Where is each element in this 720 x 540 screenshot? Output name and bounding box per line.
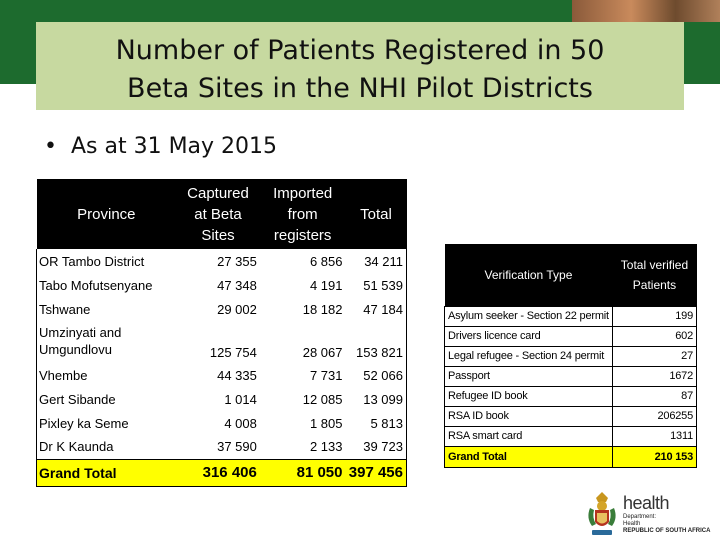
cell-value: 206255 [612, 406, 696, 426]
cell-province: OR Tambo District [37, 249, 177, 273]
cell-province: Dr K Kaunda [37, 435, 177, 459]
table-row [445, 426, 697, 446]
grand-total-total: 397 456 [346, 459, 407, 486]
header-province: Province [77, 205, 136, 223]
cell-captured: 125 754 [209, 345, 257, 360]
grand-total-row [445, 446, 697, 467]
table-row [37, 363, 407, 387]
cell-province: Vhembe [37, 363, 177, 387]
cell-type: RSA ID book [445, 406, 613, 426]
table-row [445, 366, 697, 386]
table-row [445, 346, 697, 366]
cell-captured: 37 590 [217, 439, 257, 455]
cell-imported: 1 805 [309, 415, 343, 431]
table-header-row [37, 179, 407, 249]
cell-type: Legal refugee - Section 24 permit [445, 346, 613, 366]
cell-province: Umzinyati and Umgundlovu [37, 321, 177, 363]
coat-of-arms-icon [582, 490, 622, 538]
logo-department: Department: [623, 514, 657, 520]
registration-table [36, 179, 407, 487]
header-total: Total [360, 205, 392, 223]
table-row [445, 386, 697, 406]
cell-total: 34 211 [346, 249, 407, 273]
cell-type: RSA smart card [445, 426, 613, 446]
cell-imported: 4 191 [309, 277, 343, 293]
cell-type: Passport [445, 366, 613, 386]
grand-total-captured: 316 406 [176, 459, 260, 486]
table-row [37, 387, 407, 411]
grand-total-label: Grand Total [445, 446, 613, 467]
cell-province: Tabo Mofutsenyane [37, 273, 177, 297]
header-photo [572, 0, 720, 22]
table-row [37, 411, 407, 435]
cell-imported: 12 085 [302, 391, 343, 407]
cell-total: 47 184 [346, 297, 407, 321]
logo-country: REPUBLIC OF SOUTH AFRICA [623, 528, 711, 534]
cell-type: Asylum seeker - Section 22 permit [445, 306, 613, 326]
header-imported: Imported from registers [273, 184, 333, 244]
cell-value: 1311 [612, 426, 696, 446]
grand-total-value: 210 153 [612, 446, 696, 467]
verification-table [444, 244, 697, 468]
cell-imported: 6 856 [309, 253, 343, 269]
table-row [445, 326, 697, 346]
cell-total: 153 821 [346, 321, 407, 363]
logo-health-label: Health [623, 521, 641, 527]
cell-value: 602 [612, 326, 696, 346]
table-row [445, 306, 697, 326]
cell-imported: 2 133 [309, 439, 343, 455]
table-row [445, 406, 697, 426]
grand-total-row [37, 459, 407, 486]
grand-total-imported: 81 050 [260, 459, 346, 486]
cell-type: Drivers licence card [445, 326, 613, 346]
cell-value: 87 [612, 386, 696, 406]
bullet-text: As at 31 May 2015 [70, 134, 278, 159]
cell-captured: 27 355 [217, 253, 257, 269]
title-line-2: Beta Sites in the NHI Pilot Districts [127, 73, 593, 104]
slide-title [36, 22, 684, 110]
table-row [37, 273, 407, 297]
cell-imported: 7 731 [309, 367, 343, 383]
verification-header-row [445, 244, 697, 306]
cell-captured: 4 008 [224, 415, 257, 431]
cell-captured: 47 348 [217, 277, 257, 293]
table-row [37, 249, 407, 273]
logo-health-text: health [623, 493, 670, 513]
header-verification-type: Verification Type [445, 244, 613, 306]
cell-total: 5 813 [346, 411, 407, 435]
cell-value: 1672 [612, 366, 696, 386]
bullet-icon: • [44, 134, 57, 159]
cell-captured: 44 335 [217, 367, 257, 383]
cell-total: 52 066 [346, 363, 407, 387]
grand-total-label: Grand Total [37, 459, 177, 486]
title-line-1: Number of Patients Registered in 50 [115, 35, 605, 66]
cell-total: 39 723 [346, 435, 407, 459]
cell-province: Tshwane [37, 297, 177, 321]
cell-captured: 29 002 [217, 301, 257, 317]
table-row [37, 297, 407, 321]
cell-imported: 28 067 [302, 345, 343, 360]
cell-total: 13 099 [346, 387, 407, 411]
bullet-point [44, 134, 277, 159]
header-total-verified: Total verified Patients [612, 244, 696, 306]
cell-type: Refugee ID book [445, 386, 613, 406]
cell-imported: 18 182 [302, 301, 343, 317]
health-logo [623, 492, 710, 535]
header-captured: Captured at Beta Sites [187, 184, 249, 244]
cell-province: Gert Sibande [37, 387, 177, 411]
cell-value: 199 [612, 306, 696, 326]
cell-total: 51 539 [346, 273, 407, 297]
cell-captured: 1 014 [224, 391, 257, 407]
cell-value: 27 [612, 346, 696, 366]
table-row [37, 435, 407, 459]
table-row [37, 321, 407, 363]
cell-province: Pixley ka Seme [37, 411, 177, 435]
